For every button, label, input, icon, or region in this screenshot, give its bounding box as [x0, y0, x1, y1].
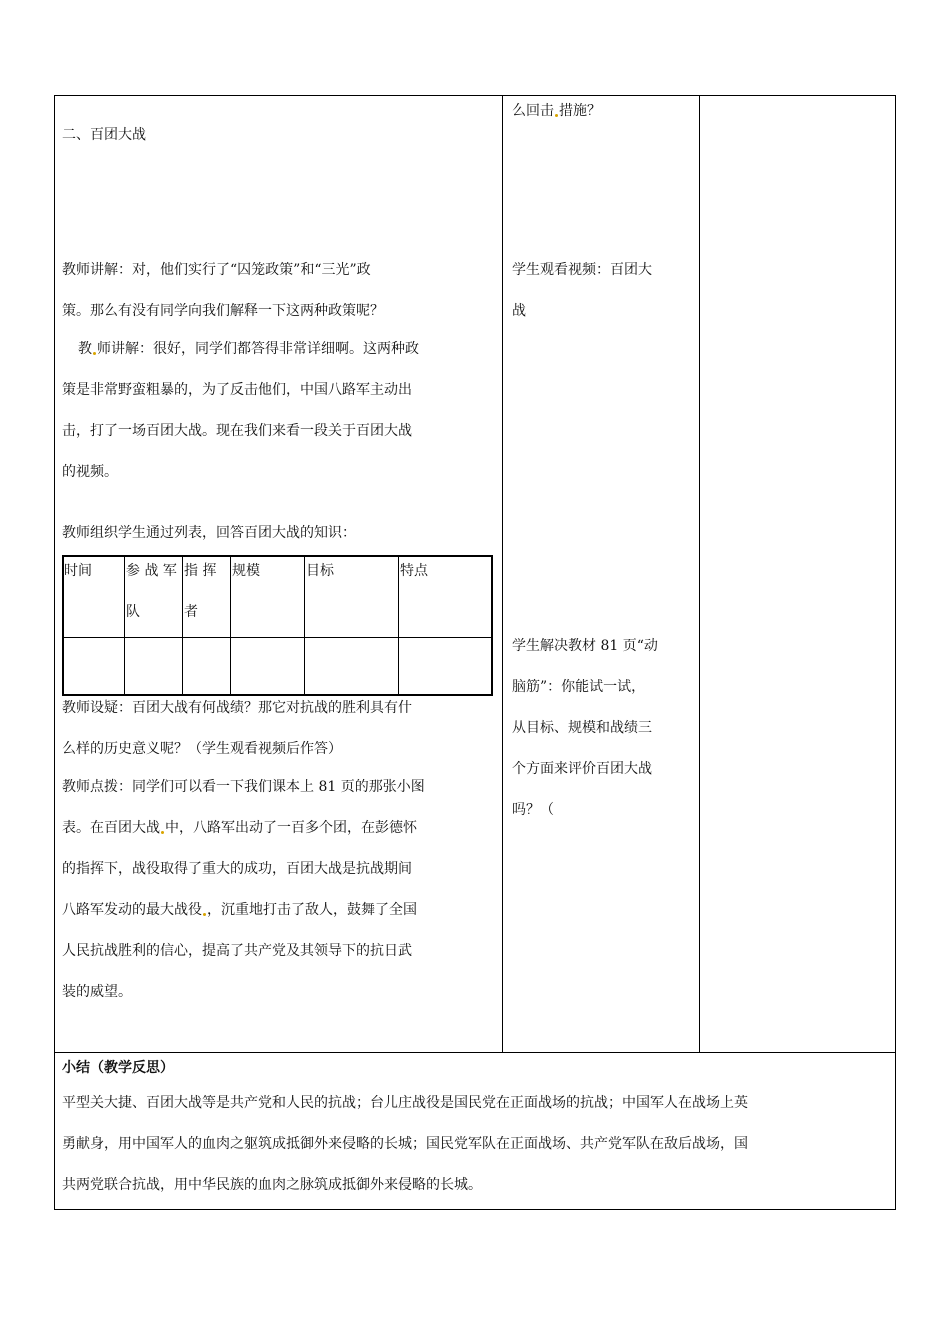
header-feature: 特点	[400, 563, 428, 579]
student-activity-line: 战	[512, 303, 526, 319]
marker-dot	[93, 352, 96, 355]
teacher-hint-line: 表。在百团大战 中，八路军出动了一百多个团，在彭德怀	[62, 820, 417, 836]
column-divider-1	[502, 95, 503, 1053]
student-activity-line: 么回击 措施？	[512, 103, 601, 119]
table-intro: 教师组织学生通过列表，回答百团大战的知识：	[62, 525, 356, 541]
teacher-lecture-line: 策。那么有没有同学向我们解释一下这两种政策呢？	[62, 303, 384, 319]
header-troops-cont: 队	[126, 604, 140, 620]
teacher-question-line: 教师设疑：百团大战有何战绩？那它对抗战的胜利具有什	[62, 700, 412, 716]
header-goal: 目标	[306, 563, 334, 579]
header-time: 时间	[64, 563, 92, 579]
header-scale: 规模	[232, 563, 260, 579]
column-divider-2	[699, 95, 700, 1053]
teacher-lecture-line: 的视频。	[62, 464, 118, 480]
teacher-hint-line: 人民抗战胜利的信心，提高了共产党及其领导下的抗日武	[62, 943, 412, 959]
teacher-lecture-line: 击，打了一场百团大战。现在我们来看一段关于百团大战	[62, 423, 412, 439]
student-activity-line: 吗？（	[512, 802, 554, 818]
student-activity-line: 学生解决教材 81 页“动	[512, 638, 658, 654]
student-activity-line: 个方面来评价百团大战	[512, 761, 652, 777]
header-commander-cont: 者	[184, 604, 198, 620]
teacher-lecture-line: 策是非常野蛮粗暴的，为了反击他们，中国八路军主动出	[62, 382, 412, 398]
teacher-lecture-line: 教师讲解：对，他们实行了“囚笼政策”和“三光”政	[62, 262, 371, 278]
teacher-hint-line: 的指挥下，战役取得了重大的成功，百团大战是抗战期间	[62, 861, 412, 877]
student-activity-line: 从目标、规模和战绩三	[512, 720, 652, 736]
marker-dot	[161, 831, 164, 834]
summary-line: 平型关大捷、百团大战等是共产党和人民的抗战；台儿庄战役是国民党在正面战场的抗战；中国军人在战场上英	[62, 1095, 748, 1111]
header-commander: 指 挥	[184, 563, 217, 579]
marker-dot	[555, 114, 558, 117]
teacher-question-line: 么样的历史意义呢？（学生观看视频后作答）	[62, 741, 342, 757]
summary-line: 勇献身，用中国军人的血肉之躯筑成抵御外来侵略的长城；国民党军队在正面战场、共产党军队在敌后战场，国	[62, 1136, 748, 1152]
knowledge-table	[62, 555, 493, 696]
student-activity-line: 脑筋”：你能试一试，	[512, 679, 646, 695]
student-activity-line: 学生观看视频：百团大	[512, 262, 652, 278]
marker-dot	[203, 913, 206, 916]
section-heading: 二、百团大战	[62, 127, 146, 143]
summary-divider	[54, 1052, 896, 1053]
summary-line: 共两党联合抗战，用中华民族的血肉之脉筑成抵御外来侵略的长城。	[62, 1177, 482, 1193]
header-troops: 参 战 军	[126, 563, 177, 579]
teacher-hint-line: 教师点拨：同学们可以看一下我们课本上 81 页的那张小图	[62, 779, 425, 795]
teacher-hint-line: 八路军发动的最大战役 ，沉重地打击了敌人，鼓舞了全国	[62, 902, 417, 918]
summary-title: 小结（教学反思）	[62, 1060, 174, 1076]
teacher-hint-line: 装的威望。	[62, 984, 132, 1000]
teacher-lecture-line: 教 师讲解：很好，同学们都答得非常详细啊。这两种政	[78, 341, 419, 357]
